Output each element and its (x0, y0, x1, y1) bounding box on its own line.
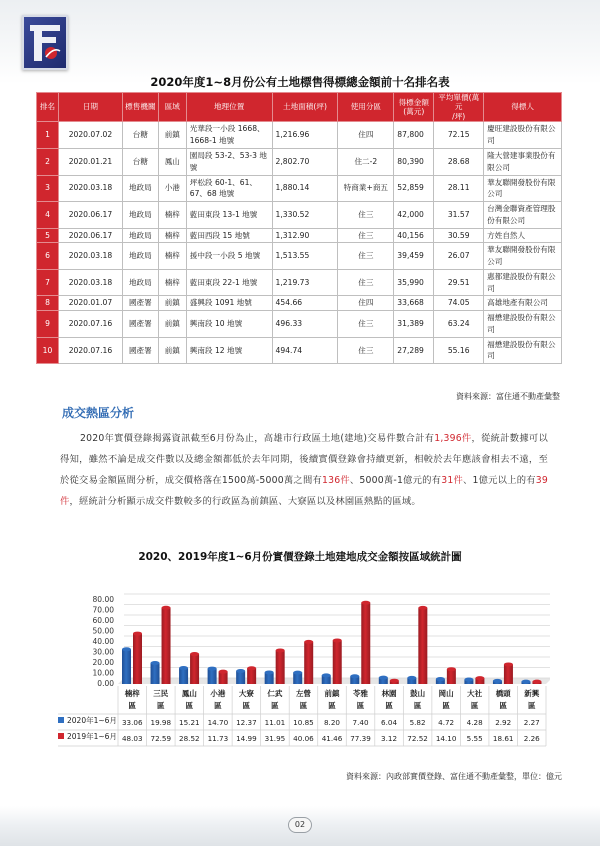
table-row (37, 296, 562, 311)
table-cell-area: 1,219.73 (272, 269, 338, 296)
bar-top-2020 (179, 666, 188, 670)
y-tick-label: 70.00 (92, 605, 114, 615)
para-text: 2020年實價登錄揭露資訊截至6月份為止，高雄市行政區土地(建地)交易件數合計有 (80, 433, 435, 444)
table-cell-rank: 9 (37, 311, 59, 338)
table-cell-area: 454.66 (272, 296, 338, 311)
table-cell-zone: 住二-2 (338, 148, 394, 175)
y-tick-label: 10.00 (92, 668, 114, 678)
bar-2020 (151, 663, 160, 684)
table-cell-amount: 87,800 (394, 122, 434, 149)
table-cell-amount: 80,390 (394, 148, 434, 175)
x-category-label: 大寮區 (238, 689, 254, 710)
bar-top-2019 (247, 666, 256, 670)
table-row (37, 269, 562, 296)
data-label: 11.73 (207, 734, 229, 743)
bar-top-2020 (122, 647, 131, 651)
col-header: 日期 (58, 93, 122, 122)
table-cell-amount: 39,459 (394, 243, 434, 270)
table-cell-zone: 特商業+商五 (338, 175, 394, 202)
x-category-label: 左營區 (295, 689, 311, 710)
analysis-paragraph (60, 428, 548, 512)
x-category-label: 前鎮區 (324, 689, 340, 710)
bar-top-2020 (493, 679, 502, 683)
data-label: 5.55 (466, 734, 483, 743)
bar-2020 (179, 668, 188, 684)
data-label: 18.61 (492, 734, 514, 743)
table-cell-district: 前鎮 (158, 337, 186, 364)
table-cell-agency: 台糖 (122, 122, 158, 149)
table-cell-location: 藍田東段 13-1 地號 (186, 202, 272, 229)
table-cell-district: 楠梓 (158, 269, 186, 296)
data-label: 12.37 (236, 718, 257, 727)
table-cell-rank: 2 (37, 148, 59, 175)
bar-top-2019 (333, 638, 342, 642)
table-cell-amount: 31,389 (394, 311, 434, 338)
table-cell-area: 1,880.14 (272, 175, 338, 202)
table-cell-unit-price: 31.57 (434, 202, 484, 229)
table-cell-district: 前鎮 (158, 296, 186, 311)
table-cell-agency: 地政局 (122, 175, 158, 202)
bar-top-2019 (304, 640, 313, 644)
col-header: 平均單價(萬元 /坪) (434, 93, 484, 122)
data-label: 5.82 (409, 718, 426, 727)
bar-2020 (208, 669, 217, 684)
table-cell-winner: 福懋建設股份有限公司 (484, 337, 562, 364)
table-cell-zone: 住四 (338, 122, 394, 149)
table-cell-rank: 5 (37, 228, 59, 243)
bar-2020 (122, 649, 131, 684)
table-cell-rank: 7 (37, 269, 59, 296)
data-label: 11.01 (264, 718, 286, 727)
data-label: 41.46 (321, 734, 343, 743)
y-tick-label: 0.00 (97, 679, 114, 688)
data-label: 4.72 (438, 718, 455, 727)
table-cell-location: 盛興段 1091 地號 (186, 296, 272, 311)
x-category-label: 三民區 (153, 689, 169, 710)
data-label: 2.92 (495, 718, 512, 727)
table-cell-location: 興南段 12 地號 (186, 337, 272, 364)
table-row (37, 175, 562, 202)
bar-top-2019 (390, 679, 399, 683)
y-tick-label: 60.00 (92, 616, 114, 625)
table-cell-unit-price: 55.16 (434, 337, 484, 364)
bar-2019 (304, 642, 313, 684)
table-cell-area: 1,312.90 (272, 228, 338, 243)
table-cell-winner: 台灣金聯資產管理股份有限公司 (484, 202, 562, 229)
x-category-label: 林園區 (381, 689, 397, 710)
table-cell-location: 興南段 10 地號 (186, 311, 272, 338)
table-cell-winner: 福懋建設股份有限公司 (484, 311, 562, 338)
table-cell-district: 前鎮 (158, 122, 186, 149)
y-tick-label: 20.00 (92, 658, 114, 667)
table-cell-unit-price: 63.24 (434, 311, 484, 338)
table-cell-unit-price: 74.05 (434, 296, 484, 311)
bar-top-2020 (265, 670, 274, 674)
bar-top-2020 (407, 676, 416, 680)
table-cell-date: 2020.01.21 (58, 148, 122, 175)
bar-2019 (247, 668, 256, 684)
data-label: 19.98 (150, 718, 172, 727)
data-label: 48.03 (121, 734, 143, 743)
table-cell-date: 2020.03.18 (58, 269, 122, 296)
x-category-label: 小港區 (210, 689, 226, 710)
bar-top-2019 (219, 670, 228, 674)
col-header: 得標金額 (萬元) (394, 93, 434, 122)
bar-2019 (333, 640, 342, 684)
section-title: 成交熱區分析 (62, 406, 135, 420)
data-label: 2.26 (523, 734, 540, 743)
table-cell-zone: 住三 (338, 269, 394, 296)
bar-top-2019 (504, 662, 513, 666)
para-highlight: 39件 (60, 475, 549, 507)
bar-top-2019 (276, 648, 285, 652)
x-category-label: 大社區 (467, 689, 483, 710)
para-highlight: 1,396件 (434, 433, 472, 444)
col-header: 標售機關 (122, 93, 158, 122)
table-cell-winner: 高雄地產有限公司 (484, 296, 562, 311)
table-cell-agency: 地政局 (122, 269, 158, 296)
x-category-label: 楠梓區 (124, 689, 140, 710)
y-tick-label: 80.00 (92, 595, 114, 604)
table-row (37, 243, 562, 270)
x-category-label: 鼓山區 (410, 689, 426, 710)
table-cell-location: 藍田東段 22-1 地號 (186, 269, 272, 296)
para-text: ，從統計數據可以得知，雖然不論是成交件數以及總金額都低於去年同期，後續實價登錄會持續更新，相較於去年應該會相去不遠，至於從交易金額區間分析，成交價格落在1500萬-5000萬之間有 (60, 433, 548, 486)
bar-2019 (190, 654, 199, 684)
publisher-logo (22, 15, 68, 70)
table-cell-agency: 國產署 (122, 311, 158, 338)
data-label: 4.28 (466, 718, 483, 727)
table-cell-zone: 住四 (338, 296, 394, 311)
table-cell-rank: 4 (37, 202, 59, 229)
table-cell-unit-price: 28.11 (434, 175, 484, 202)
data-label: 7.40 (352, 718, 369, 727)
legend-label: 2020年1~6月 (67, 716, 117, 725)
table-cell-amount: 40,156 (394, 228, 434, 243)
data-label: 14.70 (207, 718, 229, 727)
bar-top-2019 (162, 606, 171, 610)
table-cell-district: 楠梓 (158, 202, 186, 229)
bar-2019 (418, 608, 427, 684)
table-cell-unit-price: 26.07 (434, 243, 484, 270)
table-cell-rank: 1 (37, 122, 59, 149)
col-header: 使用分區 (338, 93, 394, 122)
table-cell-zone: 住三 (338, 243, 394, 270)
table-cell-area: 2,802.70 (272, 148, 338, 175)
bar-top-2019 (447, 667, 456, 671)
col-header: 得標人 (484, 93, 562, 122)
table-cell-district: 小港 (158, 175, 186, 202)
table-cell-location: 援中段一小段 5 地號 (186, 243, 272, 270)
bar-top-2020 (521, 680, 530, 684)
data-label: 33.06 (121, 718, 143, 727)
table-cell-zone: 住三 (338, 228, 394, 243)
bar-top-2020 (236, 669, 245, 673)
data-label: 14.99 (236, 734, 257, 743)
table-row (37, 202, 562, 229)
table-cell-location: 園局段 53-2、53-3 地號 (186, 148, 272, 175)
table-cell-unit-price: 28.68 (434, 148, 484, 175)
bar-top-2019 (133, 632, 142, 636)
para-text: ，經統計分析顯示成交件數較多的行政區為前鎮區、大寮區以及林園區熱點的區域。 (69, 496, 421, 507)
table-cell-district: 楠梓 (158, 243, 186, 270)
table-cell-winner: 華友聯開發股份有限公司 (484, 175, 562, 202)
table-cell-date: 2020.07.02 (58, 122, 122, 149)
table-cell-amount: 35,990 (394, 269, 434, 296)
x-category-label: 岡山區 (438, 689, 454, 710)
table-cell-amount: 33,668 (394, 296, 434, 311)
table-cell-area: 496.33 (272, 311, 338, 338)
chart-title: 2020、2019年度1~6月份實價登錄土地建地成交金額按區域統計圖 (138, 551, 462, 563)
header-band (0, 0, 600, 84)
data-label: 15.21 (179, 718, 200, 727)
para-text: 、5000萬-1億元的有 (349, 475, 442, 486)
table-cell-unit-price: 29.51 (434, 269, 484, 296)
col-header: 排名 (37, 93, 59, 122)
para-highlight: 31件 (441, 475, 463, 486)
data-label: 31.95 (264, 734, 286, 743)
table-cell-date: 2020.06.17 (58, 228, 122, 243)
table-cell-winner: 惠都建設股份有限公司 (484, 269, 562, 296)
data-label: 8.20 (323, 718, 341, 727)
table-cell-winner: 隆大營建事業股份有限公司 (484, 148, 562, 175)
table-title: 2020年度1~8月份公有土地標售得標總金額前十名排名表 (150, 75, 450, 89)
table-cell-area: 1,216.96 (272, 122, 338, 149)
logo-emblem-icon (24, 17, 66, 68)
table-header-row (37, 93, 562, 122)
table-cell-rank: 8 (37, 296, 59, 311)
bar-top-2019 (475, 676, 484, 680)
district-bar-chart (50, 568, 550, 764)
data-label: 2.27 (523, 718, 540, 727)
table-cell-agency: 地政局 (122, 228, 158, 243)
col-header: 區域 (158, 93, 186, 122)
bar-top-2019 (532, 680, 541, 684)
table-cell-zone: 住三 (338, 202, 394, 229)
data-label: 40.06 (293, 734, 314, 743)
bar-top-2019 (418, 606, 427, 610)
table-cell-agency: 國產署 (122, 296, 158, 311)
table-row (37, 148, 562, 175)
data-label: 77.39 (350, 734, 371, 743)
table-cell-district: 楠梓 (158, 228, 186, 243)
table-cell-unit-price: 72.15 (434, 122, 484, 149)
table-cell-rank: 10 (37, 337, 59, 364)
legend-swatch (58, 733, 64, 739)
table-cell-date: 2020.01.07 (58, 296, 122, 311)
bar-top-2020 (464, 678, 473, 682)
table-cell-location: 坪松段 60-1、61、67、68 地號 (186, 175, 272, 202)
table-cell-winner: 慶旺建設股份有限公司 (484, 122, 562, 149)
table-cell-amount: 42,000 (394, 202, 434, 229)
table-cell-location: 藍田西段 15 地號 (186, 228, 272, 243)
bar-top-2019 (361, 601, 370, 605)
bar-top-2020 (436, 677, 445, 681)
chart-source: 資料來源：內政部實價登錄、富住通不動產彙整，單位：億元 (346, 772, 562, 781)
x-category-label: 新興區 (524, 689, 540, 710)
bar-top-2019 (190, 652, 199, 656)
data-label: 6.04 (381, 718, 398, 727)
bar-2019 (133, 634, 142, 684)
y-tick-label: 40.00 (92, 637, 114, 646)
table-cell-date: 2020.07.16 (58, 311, 122, 338)
y-tick-label: 30.00 (92, 647, 114, 657)
para-text: 、1億元以上的有 (462, 475, 536, 486)
table-cell-date: 2020.06.17 (58, 202, 122, 229)
table-cell-agency: 地政局 (122, 243, 158, 270)
table-cell-location: 光華段一小段 1668、1668-1 地號 (186, 122, 272, 149)
table-cell-rank: 3 (37, 175, 59, 202)
x-category-label: 仁武區 (267, 689, 283, 710)
col-header: 地理位置 (186, 93, 272, 122)
table-cell-district: 前鎮 (158, 311, 186, 338)
col-header: 土地面積(坪) (272, 93, 338, 122)
table-source: 資料來源：富住通不動產彙整 (456, 392, 560, 401)
table-cell-district: 鳳山 (158, 148, 186, 175)
table-cell-area: 494.74 (272, 337, 338, 364)
table-cell-winner: 方姓自然人 (484, 228, 562, 243)
table-cell-winner: 華友聯開發股份有限公司 (484, 243, 562, 270)
x-category-label: 橋頭區 (495, 689, 511, 710)
legend-swatch (58, 717, 64, 723)
data-label: 28.52 (179, 734, 200, 743)
bar-2019 (447, 669, 456, 684)
bar-2019 (162, 608, 171, 684)
table-row (37, 337, 562, 364)
table-cell-amount: 27,289 (394, 337, 434, 364)
bar-top-2020 (322, 673, 331, 677)
bar-top-2020 (293, 671, 302, 675)
table-cell-date: 2020.07.16 (58, 337, 122, 364)
x-category-label: 苓雅區 (353, 689, 369, 710)
legend-label: 2019年1~6月 (67, 732, 117, 741)
table-row (37, 311, 562, 338)
table-cell-agency: 國產署 (122, 337, 158, 364)
data-label: 10.85 (293, 718, 314, 727)
table-cell-agency: 台糖 (122, 148, 158, 175)
table-cell-rank: 6 (37, 243, 59, 270)
table-cell-area: 1,330.52 (272, 202, 338, 229)
bar-2019 (504, 664, 513, 684)
table-cell-area: 1,513.55 (272, 243, 338, 270)
data-label: 72.52 (407, 734, 428, 743)
y-tick-label: 50.00 (92, 626, 114, 636)
ranking-table (36, 92, 562, 364)
data-label: 3.12 (381, 734, 398, 743)
data-label: 14.10 (435, 734, 457, 743)
x-category-label: 鳳山區 (181, 689, 197, 710)
para-highlight: 136件 (322, 475, 350, 486)
table-row (37, 228, 562, 243)
bar-2019 (361, 603, 370, 684)
table-cell-zone: 住三 (338, 337, 394, 364)
table-cell-amount: 52,859 (394, 175, 434, 202)
bar-top-2020 (208, 667, 217, 671)
table-cell-agency: 地政局 (122, 202, 158, 229)
table-cell-date: 2020.03.18 (58, 243, 122, 270)
bar-2019 (276, 650, 285, 684)
data-label: 72.59 (150, 734, 172, 743)
table-cell-zone: 住三 (338, 311, 394, 338)
page-number: 02 (288, 817, 312, 833)
table-cell-unit-price: 30.59 (434, 228, 484, 243)
bar-top-2020 (379, 676, 388, 680)
bar-top-2020 (350, 674, 359, 678)
table-cell-date: 2020.03.18 (58, 175, 122, 202)
table-row (37, 122, 562, 149)
bar-top-2020 (151, 661, 160, 665)
